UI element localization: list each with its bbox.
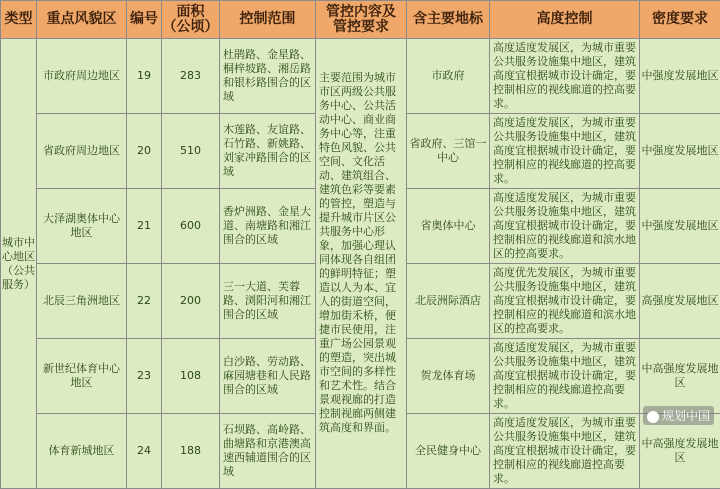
area-name: 北辰三角洲地区 (37, 264, 127, 339)
area-size: 283 (162, 39, 220, 114)
area-scope: 香炉洲路、金星大道、南塘路和湘江围合的区域 (220, 189, 316, 264)
landmark: 北辰洲际酒店 (407, 264, 490, 339)
landmark: 贺龙体育场 (407, 339, 490, 414)
wechat-icon (647, 411, 659, 423)
area-name: 省政府周边地区 (37, 114, 127, 189)
table-row (1, 39, 720, 114)
area-scope: 三一大道、芙蓉路、浏阳河和湘江围合的区域 (220, 264, 316, 339)
height-control: 高度适度发展区，为城市重要公共服务设施集中地区，建筑高度宜根据城市设计确定，要控制相应的视线廊道控高要求。 (490, 414, 640, 489)
area-name: 市政府周边地区 (37, 39, 127, 114)
area-size: 510 (162, 114, 220, 189)
area-id: 24 (127, 414, 162, 489)
header-landmark: 含主要地标 (407, 1, 490, 39)
area-id: 21 (127, 189, 162, 264)
header-type: 类型 (1, 1, 37, 39)
header-row (1, 1, 720, 39)
area-id: 20 (127, 114, 162, 189)
height-control: 高度适度发展区，为城市重要公共服务设施集中地区，建筑高度宜根据城市设计确定，要控制相应的视线廊道的控高要求。 (490, 39, 640, 114)
area-name: 大泽湖奥体中心地区 (37, 189, 127, 264)
density: 中高强度发展地区 (640, 339, 720, 414)
control-content: 主要范围为城市市区两级公共服务中心、公共活动中心、商业商务中心等，注重特色风貌、公共空间、文化活动、建筑组合、建筑色彩等要素的管控，塑造与提升城市片区公共服务中心形象，加强心理认同体现各自组团的鲜明特征；塑造以人为本、宜人的街道空间，增加街禾桥，便捷市民使用，注重广场公园景观的塑造，突出城市空间的多样性和艺术性。结合景观视廊的打造控制视廊两侧建筑高度和界面。 (316, 39, 407, 489)
header-control-content: 管控内容及 管控要求 (316, 1, 407, 39)
watermark-text: 规划中国 (662, 409, 710, 423)
header-id: 编号 (127, 1, 162, 39)
header-height: 高度控制 (490, 1, 640, 39)
watermark (643, 406, 714, 425)
area-size: 200 (162, 264, 220, 339)
height-control: 高度适度发展区，为城市重要公共服务设施集中地区，建筑高度宜根据城市设计确定，要控制相应的视线廊道的控高要求。 (490, 114, 640, 189)
density: 中高强度发展地区 (640, 414, 720, 489)
landmark: 全民健身中心 (407, 414, 490, 489)
height-control: 高度适度发展区，为城市重要公共服务设施集中地区，建筑高度宜根据城市设计确定，要控制相应的视线廊道控高要求。 (490, 339, 640, 414)
landmark: 省奥体中心 (407, 189, 490, 264)
header-density: 密度要求 (640, 1, 720, 39)
area-id: 23 (127, 339, 162, 414)
area-size: 600 (162, 189, 220, 264)
height-control: 高度适度发展区，为城市重要公共服务设施集中地区，建筑高度宜根据城市设计确定，要控制相应的视线廊道和滨水地区的控高要求。 (490, 189, 640, 264)
landmark: 省政府、三馆一中心 (407, 114, 490, 189)
area-size: 108 (162, 339, 220, 414)
type-cell: 城市中心地区（公共服务） (1, 39, 37, 489)
height-control: 高度优先发展区，为城市重要公共服务设施集中地区，建筑高度宜根据城市设计确定，要控制相应的视线廊道和滨水地区的控高要求。 (490, 264, 640, 339)
density: 中强度发展地区 (640, 189, 720, 264)
density: 高强度发展地区 (640, 264, 720, 339)
area-scope: 石坝路、高岭路、曲塘路和京港澳高速西辅道围合的区域 (220, 414, 316, 489)
area-name: 体育新城地区 (37, 414, 127, 489)
area-size: 188 (162, 414, 220, 489)
header-area-name: 重点风貌区 (37, 1, 127, 39)
area-id: 22 (127, 264, 162, 339)
density: 中强度发展地区 (640, 39, 720, 114)
header-area-size: 面积 （公顷） (162, 1, 220, 39)
area-name: 新世纪体育中心地区 (37, 339, 127, 414)
area-scope: 木莲路、友谊路、石竹路、新姚路、刘家冲路围合的区域 (220, 114, 316, 189)
header-scope: 控制范围 (220, 1, 316, 39)
area-id: 19 (127, 39, 162, 114)
density: 中强度发展地区 (640, 114, 720, 189)
landmark: 市政府 (407, 39, 490, 114)
area-scope: 杜鹃路、金星路、桐梓坡路、湘岳路和银杉路围合的区域 (220, 39, 316, 114)
area-scope: 白沙路、劳动路、麻园塘巷和人民路围合的区域 (220, 339, 316, 414)
